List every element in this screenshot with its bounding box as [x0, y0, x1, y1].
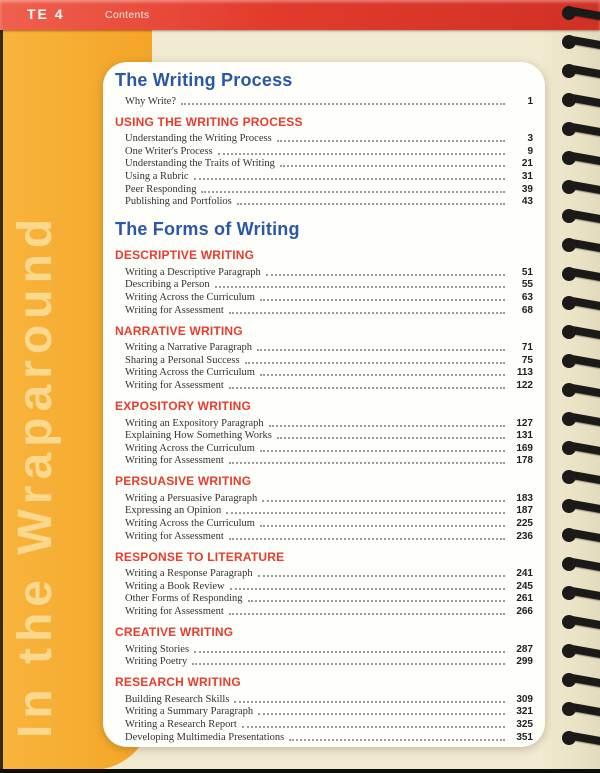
- spiral-coil: [561, 730, 600, 748]
- spiral-coil: [561, 498, 600, 516]
- dot-leader: [229, 387, 505, 389]
- spiral-coil: [561, 672, 600, 690]
- toc-entry-page: 261: [516, 593, 533, 605]
- toc-entry-title: Other Forms of Responding: [125, 593, 243, 605]
- toc-entry-page: 51: [521, 266, 533, 278]
- toc-entry-title: Writing for Assessment: [125, 455, 224, 467]
- photo-edge-left: [0, 30, 3, 773]
- toc-entry: [125, 429, 533, 442]
- coil-shape: [562, 731, 576, 745]
- coil-shape: [562, 702, 576, 716]
- toc-entry: [125, 529, 533, 542]
- toc-entry-title: Writing for Assessment: [125, 530, 224, 542]
- dot-leader: [260, 525, 505, 527]
- part-title: The Forms of Writing: [115, 219, 300, 240]
- toc-entry: [125, 717, 533, 730]
- coil-shape: [562, 180, 576, 194]
- toc-entry: [125, 378, 533, 391]
- coil-shape: [562, 412, 576, 426]
- toc-entry: [125, 132, 533, 145]
- dot-leader: [229, 462, 505, 464]
- toc-entry-title: Publishing and Portfolios: [125, 196, 232, 208]
- contents-panel: [103, 62, 545, 747]
- spiral-coil: [561, 121, 600, 139]
- group-heading: EXPOSITORY WRITING: [115, 398, 252, 413]
- toc-entry: [125, 94, 533, 107]
- toc-entry-page: 71: [521, 342, 533, 354]
- dot-leader: [280, 165, 505, 167]
- coil-shape: [562, 6, 576, 20]
- dot-leader: [229, 538, 505, 540]
- dot-leader: [277, 140, 505, 142]
- coil-shape: [562, 586, 576, 600]
- toc-entry-title: Writing an Expository Paragraph: [125, 417, 264, 429]
- coil-shape: [562, 528, 576, 542]
- spiral-coil: [561, 469, 600, 487]
- toc-entry-page: 131: [516, 430, 533, 442]
- toc-entry-page: 183: [516, 492, 533, 504]
- dot-leader: [234, 701, 505, 703]
- group-heading: USING THE WRITING PROCESS: [115, 114, 303, 129]
- dot-leader: [226, 512, 505, 514]
- toc-entry: [125, 290, 533, 303]
- toc-entry: [125, 642, 533, 655]
- toc-entry-title: Writing a Descriptive Paragraph: [125, 266, 261, 278]
- toc-entry-title: Writing Poetry: [125, 656, 188, 668]
- spiral-coil: [561, 208, 600, 226]
- toc-group: [113, 550, 533, 617]
- toc-entry: [125, 692, 533, 705]
- part-title: The Writing Process: [115, 70, 293, 90]
- spiral-coil: [561, 527, 600, 545]
- dot-leader: [258, 575, 505, 577]
- dot-leader: [257, 349, 505, 351]
- coil-shape: [562, 673, 576, 687]
- toc-entry-page: 266: [516, 606, 533, 618]
- dot-leader: [269, 425, 505, 427]
- toc-entry: [125, 182, 533, 195]
- toc-entry-page: 299: [516, 656, 533, 668]
- dot-leader: [218, 153, 505, 155]
- coil-shape: [562, 615, 576, 629]
- toc-group: [113, 474, 533, 541]
- toc-entry-page: 63: [521, 291, 533, 303]
- toc-group: [113, 399, 533, 466]
- dot-leader: [192, 663, 505, 665]
- toc-entry: [125, 491, 533, 504]
- toc-entry-page: 351: [516, 731, 533, 743]
- toc-entry-page: 75: [521, 354, 533, 366]
- coil-shape: [562, 325, 576, 339]
- group-heading: DESCRIPTIVE WRITING: [115, 248, 255, 263]
- toc-entry-page: 127: [516, 417, 533, 429]
- toc-entry-title: Writing for Assessment: [125, 304, 224, 316]
- toc-entry-page: 31: [521, 170, 533, 182]
- spiral-coil: [561, 150, 600, 168]
- toc-entry-page: 321: [516, 706, 533, 718]
- coil-shape: [562, 209, 576, 223]
- toc-entry-page: 68: [521, 304, 533, 316]
- coil-shape: [562, 296, 576, 310]
- toc-entry-page: 178: [516, 455, 533, 467]
- coil-shape: [562, 267, 576, 281]
- dot-leader: [201, 191, 505, 193]
- toc-group: [113, 324, 533, 391]
- dot-leader: [230, 588, 505, 590]
- dot-leader: [262, 500, 505, 502]
- toc-entry-title: Writing a Research Report: [125, 719, 237, 730]
- edition-label: TE 4: [27, 6, 65, 22]
- toc-entry-title: Writing for Assessment: [125, 379, 224, 391]
- spiral-coil: [561, 585, 600, 603]
- coil-shape: [562, 122, 576, 136]
- group-heading: RESPONSE TO LITERATURE: [115, 549, 285, 564]
- dot-leader: [260, 374, 505, 376]
- spiral-coil: [561, 353, 600, 371]
- coil-shape: [562, 441, 576, 455]
- toc-entry-page: 39: [521, 183, 533, 195]
- toc-entry-page: 55: [521, 279, 533, 291]
- dot-leader: [242, 726, 505, 728]
- coil-shape: [562, 151, 576, 165]
- spiral-coil: [561, 701, 600, 719]
- toc-entry-page: 21: [521, 158, 533, 170]
- coil-shape: [562, 93, 576, 107]
- toc-entry-title: Developing Multimedia Presentations: [125, 731, 285, 743]
- coil-shape: [562, 644, 576, 658]
- dot-leader: [258, 713, 505, 715]
- toc-entry-page: 43: [521, 196, 533, 208]
- toc-entry: [125, 454, 533, 467]
- toc-entry: [125, 655, 533, 668]
- toc-entry-title: Expressing an Opinion: [125, 505, 222, 517]
- toc-entry-title: Using a Rubric: [125, 170, 189, 182]
- toc-entry: [125, 169, 533, 182]
- coil-shape: [562, 354, 576, 368]
- toc-entry: [125, 592, 533, 605]
- coil-shape: [562, 238, 576, 252]
- toc-entry-page: 169: [516, 442, 533, 454]
- page-edge-strip: [543, 30, 600, 773]
- dot-leader: [248, 600, 505, 602]
- toc-entry-title: Writing Across the Curriculum: [125, 442, 255, 454]
- toc-entry-page: 245: [516, 580, 533, 592]
- toc-entry-title: Understanding the Writing Process: [125, 133, 272, 145]
- toc-entry-title: Why Write?: [125, 95, 176, 107]
- toc-entry-title: Writing Across the Curriculum: [125, 367, 255, 379]
- toc-entry: [125, 504, 533, 517]
- toc-entry-title: Building Research Skills: [125, 693, 230, 705]
- toc-entry-title: Writing a Response Paragraph: [125, 568, 253, 580]
- toc-entry-title: Writing for Assessment: [125, 606, 224, 618]
- group-heading: RESEARCH WRITING: [115, 675, 241, 690]
- toc-entry: [125, 144, 533, 157]
- toc-entry-title: Describing a Person: [125, 279, 210, 291]
- toc-entry: [125, 567, 533, 580]
- toc-entry: [125, 730, 533, 743]
- dot-leader: [181, 103, 505, 105]
- toc-entry-page: 287: [516, 643, 533, 655]
- spiral-coil: [561, 34, 600, 52]
- wraparound-tab-label: In the Wraparound: [9, 212, 62, 738]
- toc-entry: [125, 303, 533, 316]
- toc-group: [113, 115, 533, 208]
- spiral-coil: [561, 556, 600, 574]
- toc-entry: [125, 265, 533, 278]
- dot-leader: [229, 312, 505, 314]
- spiral-coil: [561, 179, 600, 197]
- spiral-coil: [561, 237, 600, 255]
- toc-entry: [125, 705, 533, 718]
- toc-entry: [125, 278, 533, 291]
- toc-entry-title: Understanding the Traits of Writing: [125, 158, 275, 170]
- dot-leader: [260, 299, 505, 301]
- toc: [113, 70, 533, 743]
- toc-entry: [125, 157, 533, 170]
- toc-entry-title: One Writer's Process: [125, 145, 213, 157]
- toc-entry-title: Sharing a Personal Success: [125, 354, 240, 366]
- toc-entry-page: 225: [516, 518, 533, 530]
- toc-entry: [125, 604, 533, 617]
- spiral-coil: [561, 92, 600, 110]
- dot-leader: [277, 437, 505, 439]
- toc-entry: [125, 416, 533, 429]
- toc-entry-title: Writing Across the Curriculum: [125, 518, 255, 530]
- spiral-coil: [561, 382, 600, 400]
- toc-entry: [125, 516, 533, 529]
- toc-group: [113, 625, 533, 667]
- toc-entry: [125, 195, 533, 208]
- dot-leader: [266, 274, 505, 276]
- toc-entry-page: 3: [527, 133, 533, 145]
- coil-shape: [562, 64, 576, 78]
- toc-entry: [125, 441, 533, 454]
- toc-group: [113, 675, 533, 742]
- toc-entry-page: 187: [516, 505, 533, 517]
- toc-group: [113, 248, 533, 315]
- dot-leader: [194, 178, 505, 180]
- toc-entry-page: 122: [516, 379, 533, 391]
- toc-entry-title: Writing a Book Review: [125, 580, 225, 592]
- toc-entry-page: 236: [516, 530, 533, 542]
- spiral-coil: [561, 643, 600, 661]
- dot-leader: [289, 739, 505, 741]
- toc-entry-page: 9: [527, 145, 533, 157]
- spiral-coil: [561, 614, 600, 632]
- coil-shape: [562, 557, 576, 571]
- coil-shape: [562, 470, 576, 484]
- spiral-coil: [561, 411, 600, 429]
- toc-entry-page: 113: [516, 367, 533, 379]
- toc-entry-page: 241: [516, 568, 533, 580]
- photo-edge-bottom: [0, 769, 600, 773]
- spiral-coil: [561, 5, 600, 23]
- toc-entry-title: Writing Across the Curriculum: [125, 291, 255, 303]
- toc-entry-title: Peer Responding: [125, 183, 197, 195]
- group-heading: PERSUASIVE WRITING: [115, 474, 252, 489]
- coil-shape: [562, 35, 576, 49]
- dot-leader: [260, 450, 505, 452]
- toc-entry-title: Writing Stories: [125, 643, 190, 655]
- group-heading: NARRATIVE WRITING: [115, 323, 243, 338]
- toc-entry: [125, 353, 533, 366]
- toc-entry: [125, 579, 533, 592]
- toc-entry: [125, 366, 533, 379]
- dot-leader: [229, 613, 505, 615]
- toc-entry-page: 325: [516, 719, 533, 730]
- toc-entry-page: 309: [516, 693, 533, 705]
- toc-entry-title: Explaining How Something Works: [125, 430, 272, 442]
- toc-entry: [125, 341, 533, 354]
- top-bar: [0, 0, 600, 30]
- group-heading: CREATIVE WRITING: [115, 625, 234, 640]
- toc-entry-title: Writing a Narrative Paragraph: [125, 342, 252, 354]
- toc-entry-title: Writing a Persuasive Paragraph: [125, 492, 258, 504]
- spiral-coil: [561, 440, 600, 458]
- spiral-coil: [561, 295, 600, 313]
- spiral-coil: [561, 266, 600, 284]
- coil-shape: [562, 383, 576, 397]
- coil-shape: [562, 499, 576, 513]
- dot-leader: [215, 286, 505, 288]
- spiral-coil: [561, 324, 600, 342]
- toc-entry-page: 1: [527, 95, 533, 107]
- dot-leader: [237, 203, 505, 205]
- dot-leader: [194, 651, 505, 653]
- contents-label: Contents: [105, 9, 150, 21]
- spiral-coil: [561, 63, 600, 81]
- dot-leader: [245, 362, 505, 364]
- toc-entry-title: Writing a Summary Paragraph: [125, 706, 254, 718]
